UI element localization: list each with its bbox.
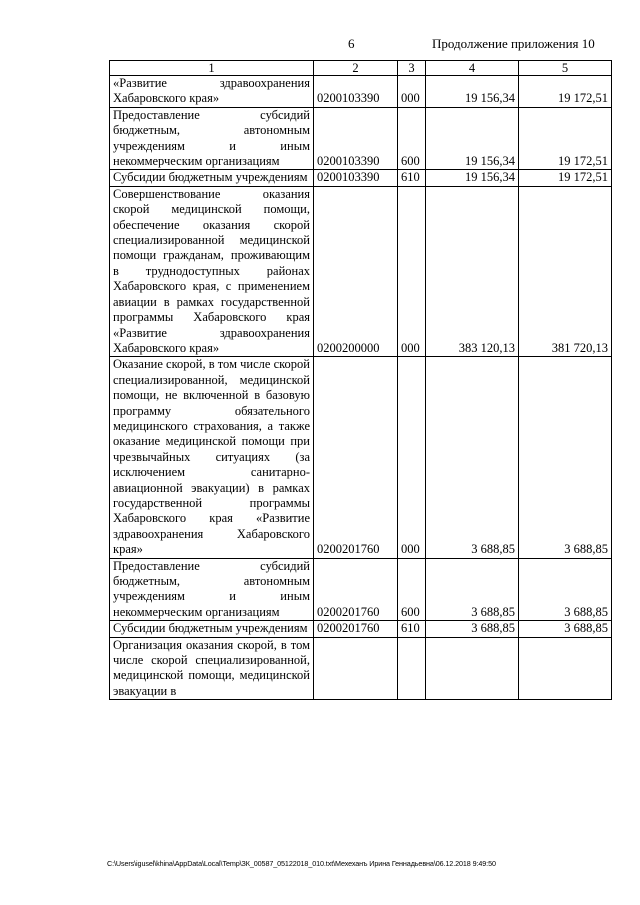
amount-col4: 19 156,34 xyxy=(426,76,519,108)
amount-col5: 3 688,85 xyxy=(519,621,612,637)
appendix-continuation-title: Продолжение приложения 10 xyxy=(432,36,595,51)
expense-type-code: 610 xyxy=(398,621,426,637)
target-article-code xyxy=(314,637,398,700)
target-article-code: 0200201760 xyxy=(314,621,398,637)
table-row xyxy=(110,107,612,170)
target-article-code: 0200200000 xyxy=(314,186,398,356)
expense-type-code xyxy=(398,637,426,700)
column-header: 3 xyxy=(398,61,426,76)
amount-col4: 19 156,34 xyxy=(426,170,519,186)
column-header-row xyxy=(110,61,612,76)
target-article-code: 0200103390 xyxy=(314,76,398,108)
row-description: Оказание скорой, в том числе скорой специализированной, медицинской помощи, не включенной в базовую программу обязательного медицинского страхования, а также оказание медицинской помощи при чрезвычайных ситуациях (за исключением санитарно-авиационной эвакуации) в рамках государственной программы Хабаровского края «Развитие здравоохранения Хабаровского края» xyxy=(110,357,314,558)
amount-col5: 19 172,51 xyxy=(519,76,612,108)
target-article-code: 0200103390 xyxy=(314,170,398,186)
column-header: 5 xyxy=(519,61,612,76)
expense-type-code: 600 xyxy=(398,107,426,170)
amount-col5 xyxy=(519,637,612,700)
row-description: Субсидии бюджетным учреждениям xyxy=(110,170,314,186)
amount-col5: 19 172,51 xyxy=(519,107,612,170)
column-header: 4 xyxy=(426,61,519,76)
amount-col5: 3 688,85 xyxy=(519,357,612,558)
amount-col5: 3 688,85 xyxy=(519,558,612,621)
page-number: 6 xyxy=(348,36,355,51)
target-article-code: 0200201760 xyxy=(314,558,398,621)
amount-col4: 3 688,85 xyxy=(426,558,519,621)
document-file-path: C:\Users\igusel\khina\AppData\Local\Temp\ЗК_00587_05122018_010.txt\Мехеханъ Ирина Геннадьевна\06.12.2018 9:49:50 xyxy=(107,859,496,868)
row-description: Совершенствование оказания скорой медицинской помощи, обеспечение оказания скорой специализированной медицинской помощи гражданам, проживающим в труднодоступных районах Хабаровского края, с применением авиации в рамках государственной программы Хабаровского края «Развитие здравоохранения Хабаровского края» xyxy=(110,186,314,356)
amount-col4: 19 156,34 xyxy=(426,107,519,170)
row-description: Предоставление субсидий бюджетным, автономным учреждениям и иным некоммерческим организациям xyxy=(110,558,314,621)
table-row xyxy=(110,186,612,356)
table-row xyxy=(110,558,612,621)
expense-type-code: 610 xyxy=(398,170,426,186)
table-row xyxy=(110,76,612,108)
table-row xyxy=(110,357,612,558)
column-header: 2 xyxy=(314,61,398,76)
amount-col5: 381 720,13 xyxy=(519,186,612,356)
expense-type-code: 000 xyxy=(398,357,426,558)
expense-type-code: 000 xyxy=(398,76,426,108)
budget-table xyxy=(109,60,612,700)
row-description: Организация оказания скорой, в том числе скорой специализированной, медицинской помощи, медицинской эвакуации в xyxy=(110,637,314,700)
amount-col4 xyxy=(426,637,519,700)
target-article-code: 0200201760 xyxy=(314,357,398,558)
row-description: «Развитие здравоохранения Хабаровского края» xyxy=(110,76,314,108)
row-description: Субсидии бюджетным учреждениям xyxy=(110,621,314,637)
table-row xyxy=(110,170,612,186)
amount-col5: 19 172,51 xyxy=(519,170,612,186)
table-row xyxy=(110,621,612,637)
table-row xyxy=(110,637,612,700)
expense-type-code: 600 xyxy=(398,558,426,621)
column-header: 1 xyxy=(110,61,314,76)
amount-col4: 3 688,85 xyxy=(426,621,519,637)
amount-col4: 3 688,85 xyxy=(426,357,519,558)
expense-type-code: 000 xyxy=(398,186,426,356)
amount-col4: 383 120,13 xyxy=(426,186,519,356)
row-description: Предоставление субсидий бюджетным, автономным учреждениям и иным некоммерческим организациям xyxy=(110,107,314,170)
target-article-code: 0200103390 xyxy=(314,107,398,170)
